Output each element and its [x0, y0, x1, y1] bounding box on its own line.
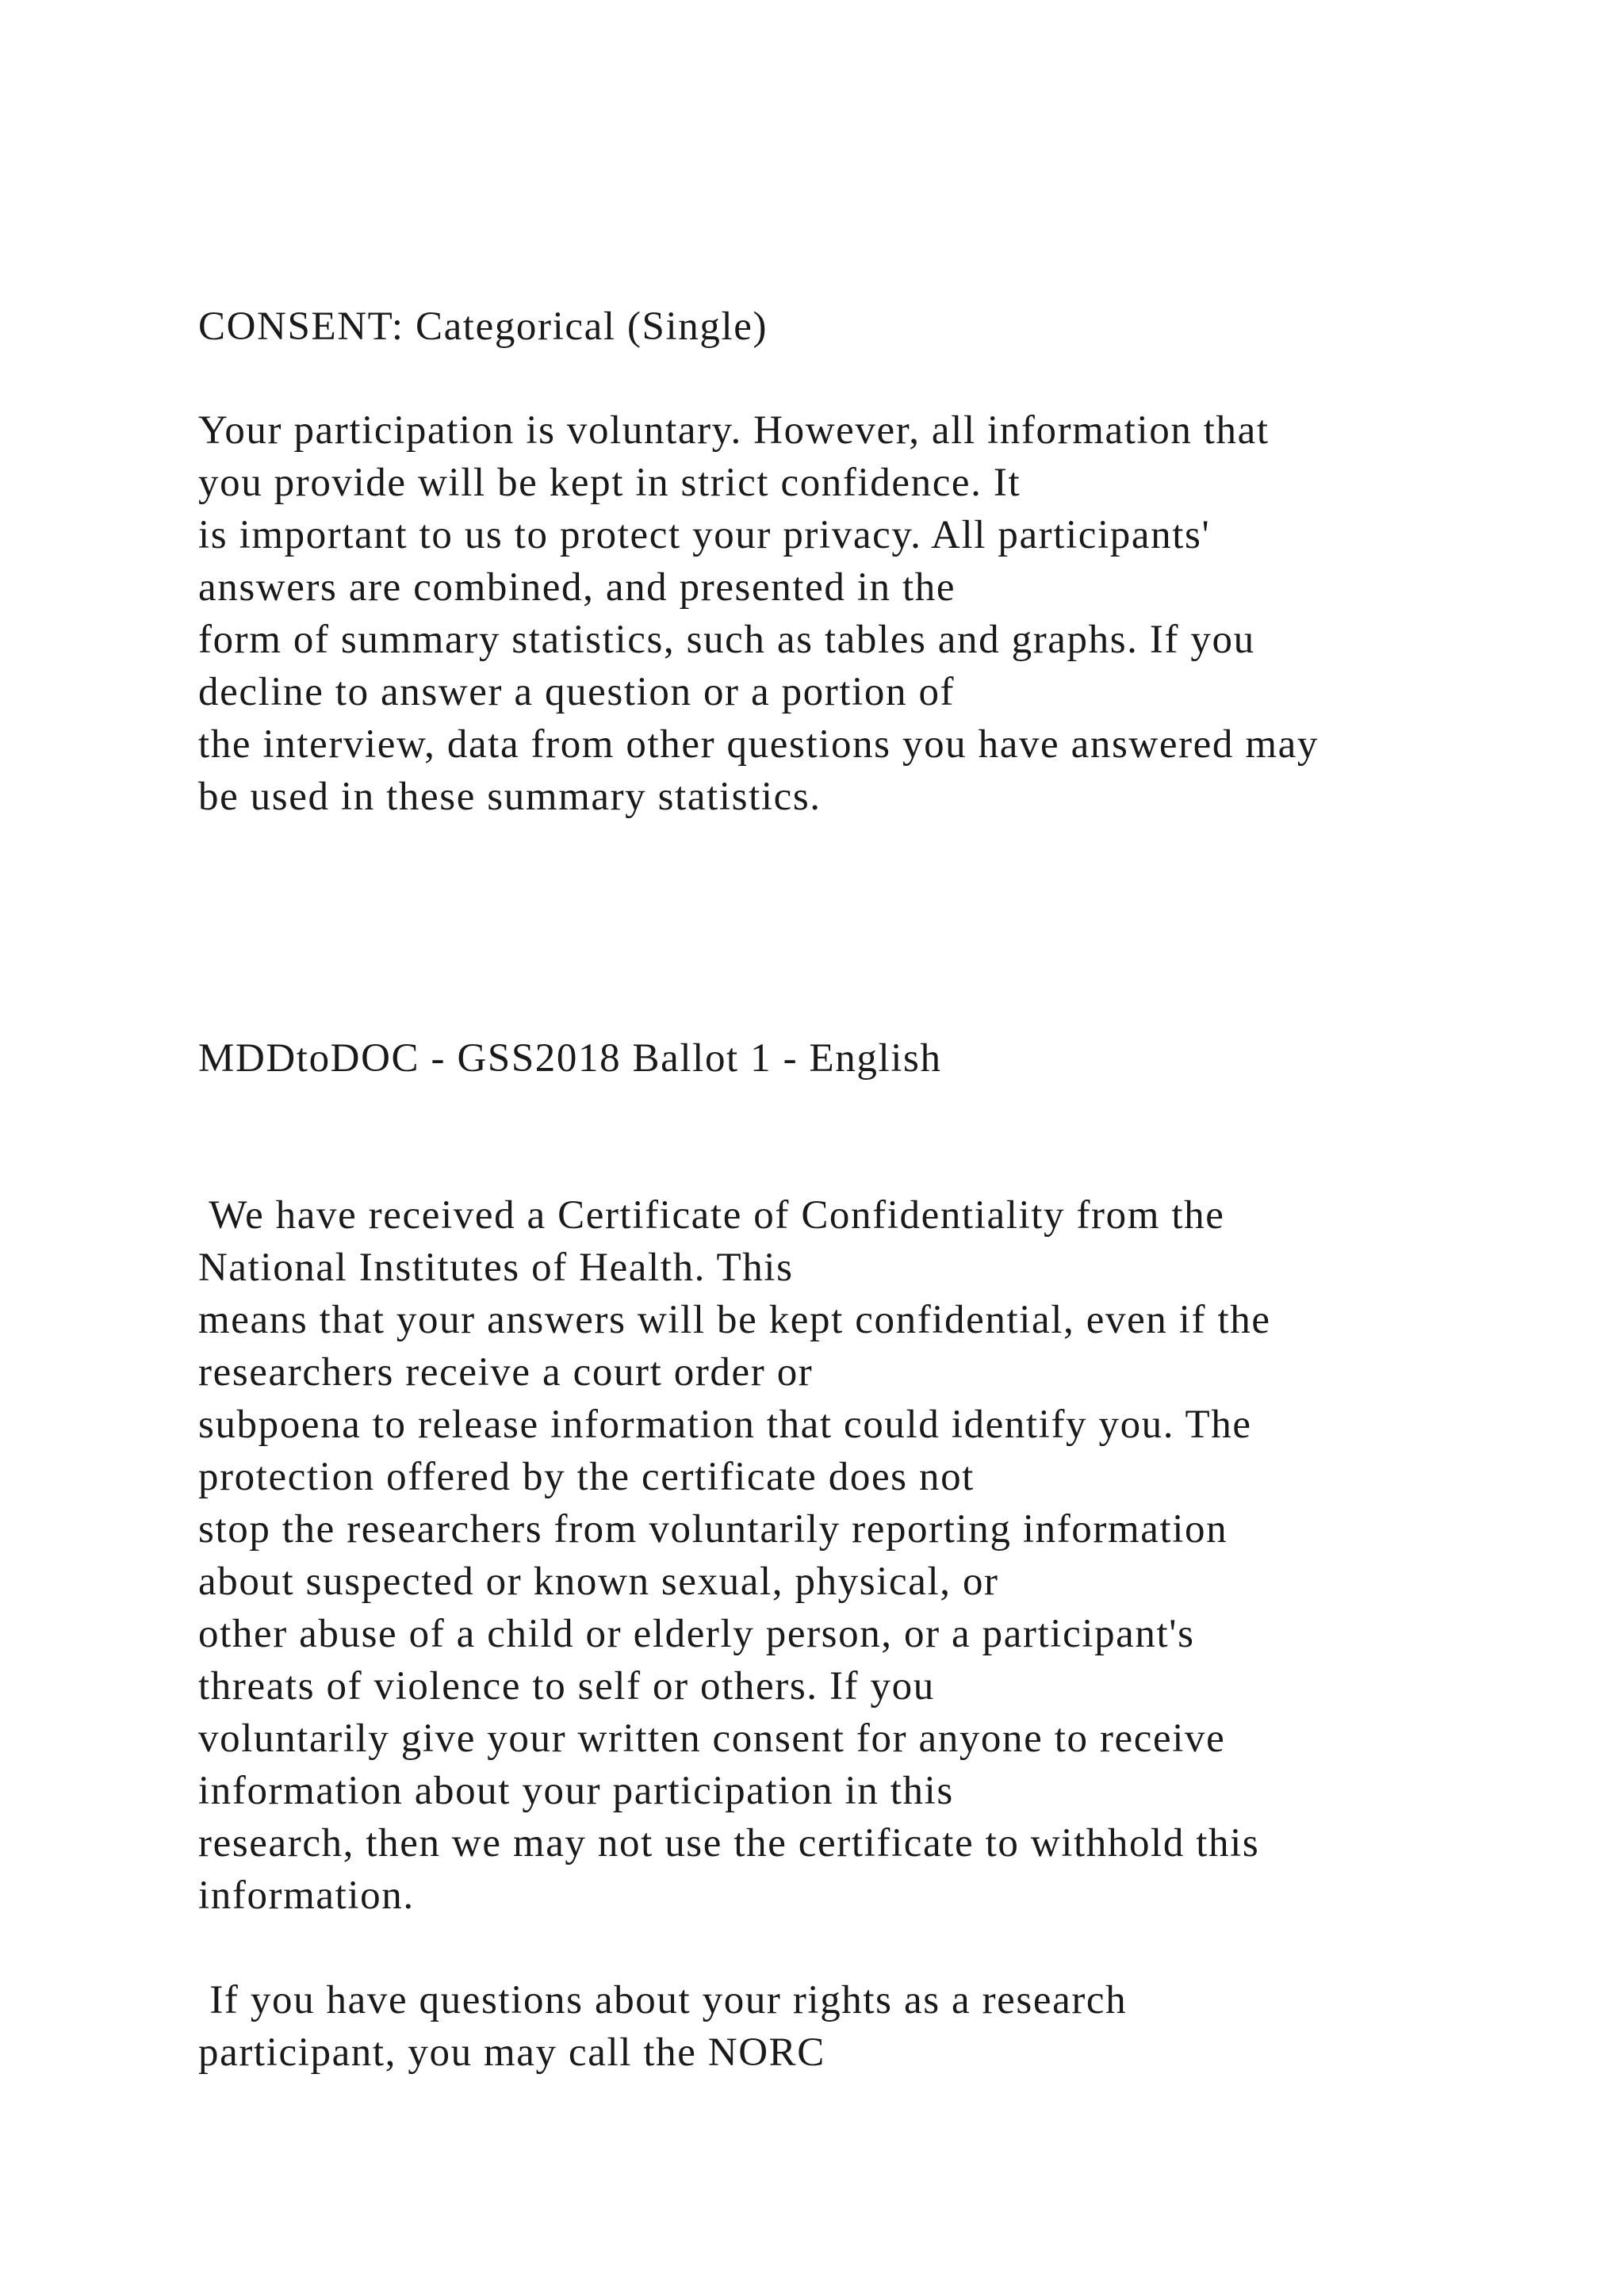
- document-heading: CONSENT: Categorical (Single): [198, 304, 768, 349]
- section-title: MDDtoDOC - GSS2018 Ballot 1 - English: [198, 1036, 942, 1081]
- paragraph-line: Your participation is voluntary. However, all information that: [198, 408, 1270, 453]
- paragraph-line: information.: [198, 1873, 415, 1918]
- paragraph-line: is important to us to protect your privacy. All participants': [198, 513, 1211, 557]
- paragraph-line: decline to answer a question or a portion of: [198, 670, 956, 714]
- paragraph-line: We have received a Certificate of Confidentiality from the: [198, 1193, 1225, 1238]
- paragraph-line: the interview, data from other questions you have answered may: [198, 722, 1319, 767]
- paragraph-line: voluntarily give your written consent for anyone to receive: [198, 1716, 1226, 1761]
- paragraph-line: stop the researchers from voluntarily reporting information: [198, 1507, 1228, 1552]
- paragraph-line: means that your answers will be kept confidential, even if the: [198, 1298, 1271, 1342]
- paragraph-line: you provide will be kept in strict confidence. It: [198, 461, 1021, 505]
- paragraph-line: threats of violence to self or others. If you: [198, 1664, 935, 1709]
- paragraph-line: subpoena to release information that could identify you. The: [198, 1402, 1252, 1447]
- paragraph-line: National Institutes of Health. This: [198, 1246, 794, 1290]
- paragraph-line: protection offered by the certificate does not: [198, 1455, 975, 1499]
- paragraph-line: If you have questions about your rights as a research: [198, 1978, 1128, 2022]
- paragraph-line: research, then we may not use the certificate to withhold this: [198, 1821, 1260, 1866]
- paragraph-line: researchers receive a court order or: [198, 1350, 814, 1395]
- paragraph-line: participant, you may call the NORC: [198, 2030, 825, 2075]
- paragraph-line: answers are combined, and presented in the: [198, 565, 956, 610]
- paragraph-line: be used in these summary statistics.: [198, 775, 822, 819]
- paragraph-line: other abuse of a child or elderly person, or a participant's: [198, 1612, 1195, 1656]
- paragraph-line: form of summary statistics, such as tables and graphs. If you: [198, 618, 1255, 662]
- paragraph-line: about suspected or known sexual, physical, or: [198, 1559, 999, 1604]
- paragraph-line: information about your participation in this: [198, 1769, 954, 1813]
